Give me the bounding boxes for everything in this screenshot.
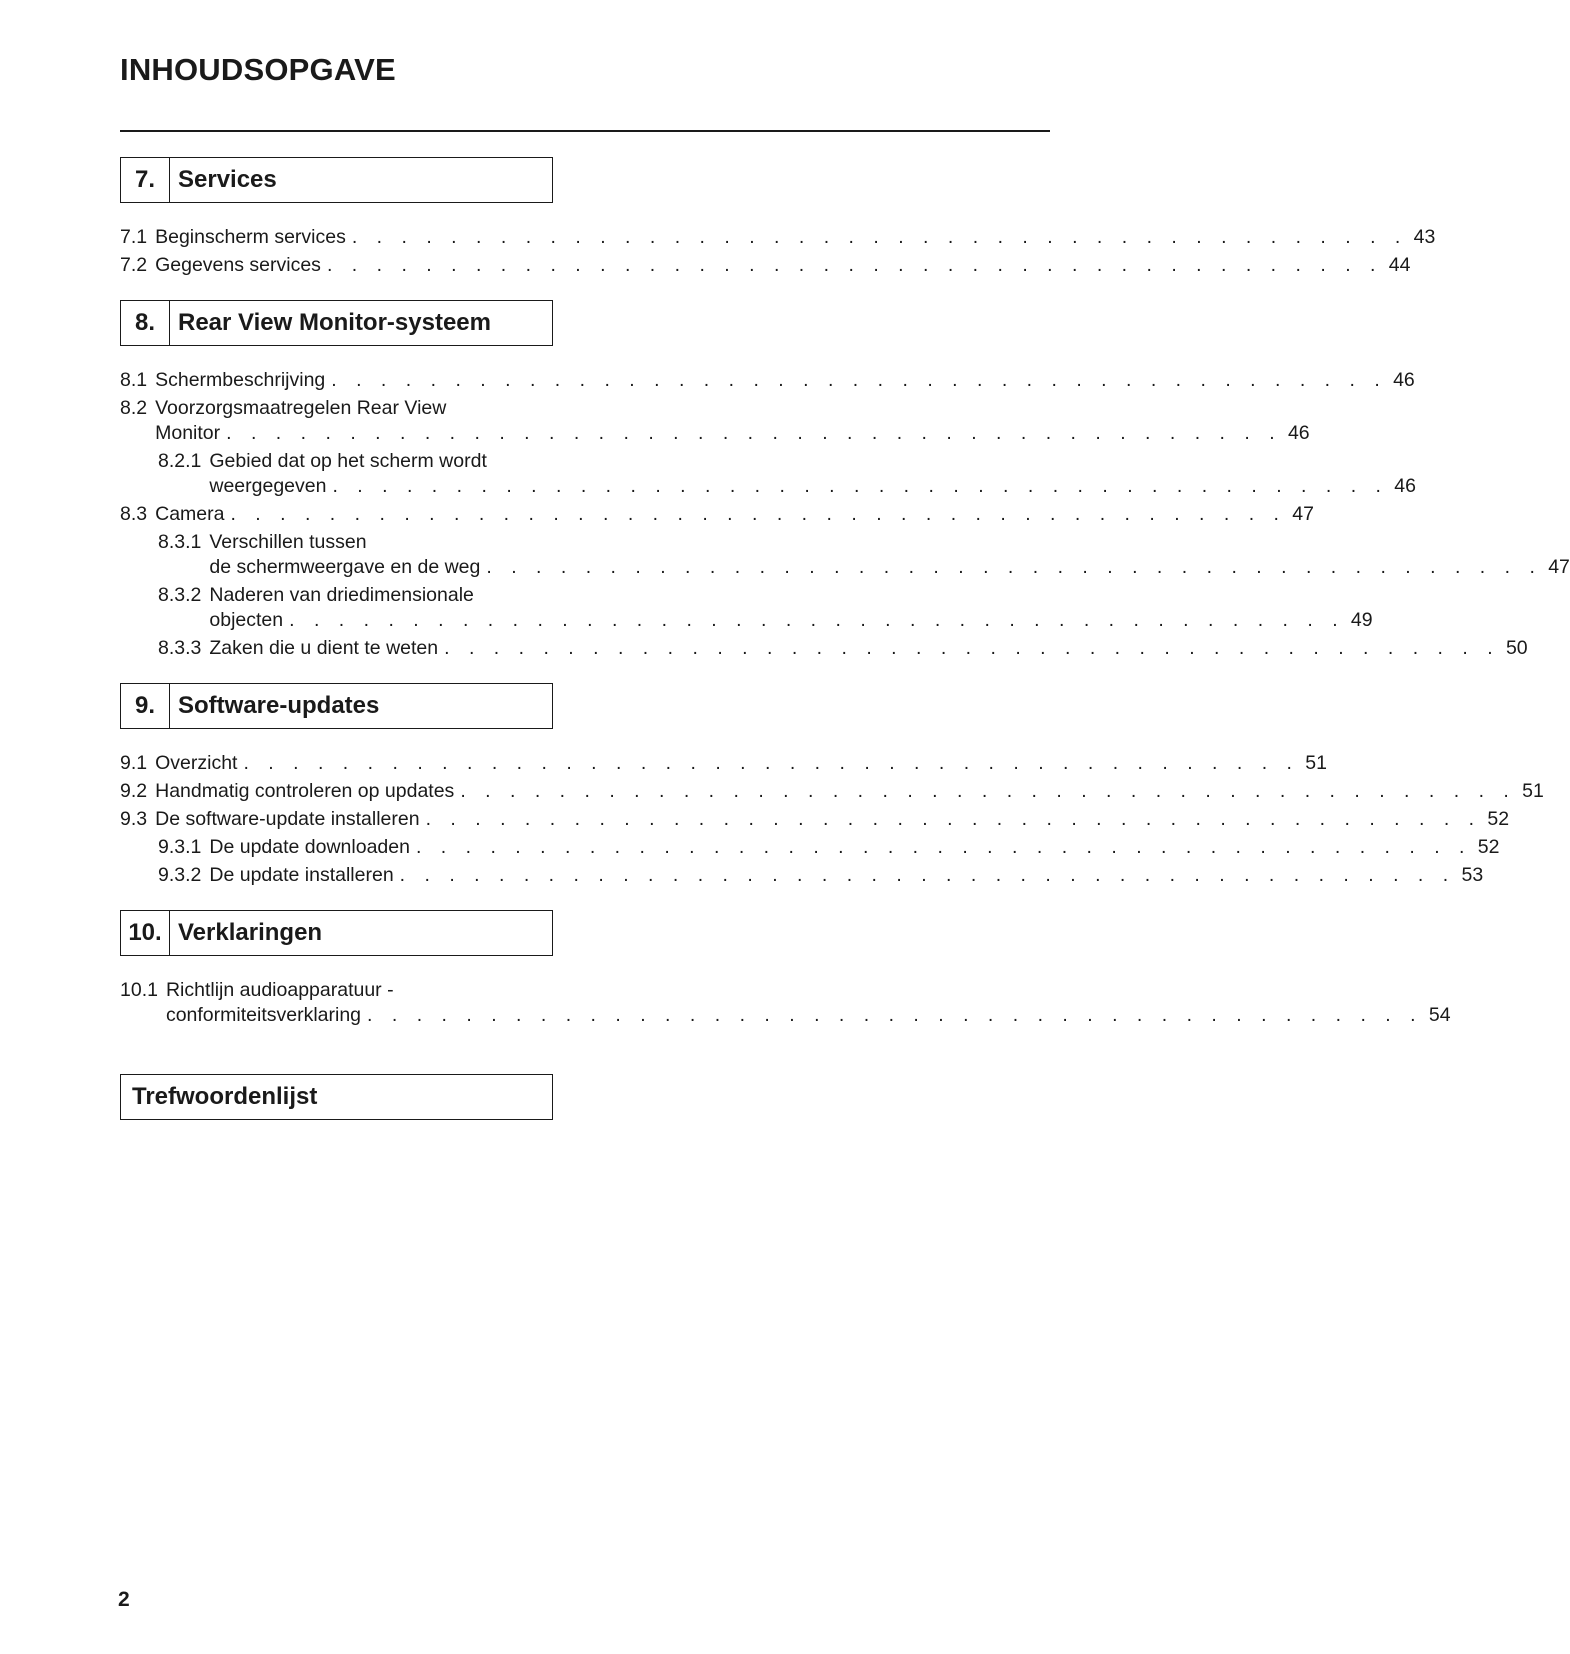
entry-page: 46 bbox=[1287, 422, 1310, 444]
leader-dots bbox=[326, 474, 1394, 499]
entry-title-line: Gebied dat op het scherm wordt bbox=[209, 450, 487, 472]
chapter-title: Verklaringen bbox=[178, 919, 323, 946]
leader-dots bbox=[346, 225, 1414, 250]
toc-entry-9-2[interactable] bbox=[120, 779, 1544, 804]
leader-dots bbox=[420, 807, 1488, 832]
chapter-title: Rear View Monitor-systeem bbox=[178, 309, 491, 336]
entry-title: De software-update installeren bbox=[155, 808, 420, 830]
leader-dots bbox=[220, 421, 1288, 446]
toc-entry-9-1[interactable] bbox=[120, 751, 1327, 776]
leader-dots bbox=[283, 608, 1351, 633]
entry-title: Overzicht bbox=[155, 752, 238, 774]
entry-number: 9.3.2 bbox=[158, 864, 202, 886]
toc-entry-9-3-1[interactable] bbox=[120, 835, 1500, 860]
chapter-entries bbox=[120, 978, 1451, 1028]
entry-title: de schermweergave en de weg bbox=[209, 556, 481, 578]
entry-page: 47 bbox=[1292, 503, 1314, 525]
entry-page: 46 bbox=[1393, 369, 1415, 391]
entry-number: 8.3 bbox=[120, 503, 148, 525]
entry-number: 9.1 bbox=[120, 752, 148, 774]
chapter-entries bbox=[120, 225, 1436, 278]
entry-number: 8.3.3 bbox=[158, 637, 202, 659]
entry-number: 7.1 bbox=[120, 226, 148, 248]
entry-title: Monitor bbox=[155, 422, 221, 444]
entry-page: 54 bbox=[1428, 1004, 1451, 1026]
entry-number: 8.2.1 bbox=[158, 450, 202, 472]
chapter-number: 10. bbox=[121, 911, 170, 955]
entry-title-line: Naderen van driedimensionale bbox=[209, 584, 474, 606]
page-number: 2 bbox=[118, 1588, 130, 1611]
toc-entry-7-2[interactable] bbox=[120, 253, 1411, 278]
entry-title-line: Richtlijn audioapparatuur - bbox=[165, 979, 394, 1001]
index-heading[interactable] bbox=[120, 1074, 553, 1120]
entry-page: 46 bbox=[1394, 475, 1416, 497]
index-title: Trefwoordenlijst bbox=[132, 1083, 318, 1110]
entry-number: 9.3.1 bbox=[158, 836, 202, 858]
chapter-title: Services bbox=[178, 166, 277, 193]
entry-title: Schermbeschrijving bbox=[155, 369, 326, 391]
entry-title: conformiteitsverklaring bbox=[165, 1004, 362, 1026]
entry-title: Camera bbox=[155, 503, 225, 525]
toc-entry-8-2[interactable] bbox=[120, 396, 1310, 446]
leader-dots bbox=[224, 502, 1292, 527]
entry-page: 50 bbox=[1505, 637, 1528, 659]
leader-dots bbox=[394, 863, 1462, 888]
entry-page: 51 bbox=[1522, 780, 1544, 802]
toc-entry-8-1[interactable] bbox=[120, 368, 1415, 393]
chapter-number: 8. bbox=[121, 301, 170, 345]
entry-number: 10.1 bbox=[120, 979, 158, 1001]
entry-title: De update installeren bbox=[209, 864, 394, 886]
entry-page: 44 bbox=[1388, 254, 1411, 276]
toc-entry-10-1[interactable] bbox=[120, 978, 1451, 1028]
entry-page: 52 bbox=[1487, 808, 1510, 830]
leader-dots bbox=[321, 253, 1389, 278]
chapter-entries bbox=[120, 751, 1544, 888]
chapter-heading-9[interactable] bbox=[120, 683, 553, 729]
entry-page: 43 bbox=[1413, 226, 1436, 248]
toc-entry-8-3-3[interactable] bbox=[120, 636, 1528, 661]
table-of-contents bbox=[120, 157, 1570, 1120]
entry-title: Gegevens services bbox=[155, 254, 321, 276]
entry-title: Handmatig controleren op updates bbox=[155, 780, 455, 802]
toc-entry-9-3[interactable] bbox=[120, 807, 1510, 832]
entry-number: 8.3.1 bbox=[158, 531, 202, 553]
page-title: INHOUDSOPGAVE bbox=[120, 52, 396, 87]
entry-page: 52 bbox=[1477, 836, 1500, 858]
entry-title: weergegeven bbox=[209, 475, 327, 497]
header-divider bbox=[120, 130, 1050, 132]
entry-number: 9.2 bbox=[120, 780, 148, 802]
entry-page: 51 bbox=[1305, 752, 1327, 774]
entry-title-line: Voorzorgsmaatregelen Rear View bbox=[155, 397, 447, 419]
leader-dots bbox=[438, 636, 1506, 661]
toc-entry-8-3-1[interactable] bbox=[120, 530, 1570, 580]
leader-dots bbox=[361, 1003, 1429, 1028]
toc-entry-8-3-2[interactable] bbox=[120, 583, 1373, 633]
leader-dots bbox=[410, 835, 1478, 860]
chapter-heading-10[interactable] bbox=[120, 910, 553, 956]
toc-entry-9-3-2[interactable] bbox=[120, 863, 1484, 888]
entry-number: 7.2 bbox=[120, 254, 148, 276]
leader-dots bbox=[480, 555, 1548, 580]
leader-dots bbox=[454, 779, 1522, 804]
toc-entry-7-1[interactable] bbox=[120, 225, 1436, 250]
toc-entry-8-2-1[interactable] bbox=[120, 449, 1416, 499]
entry-title: Zaken die u dient te weten bbox=[209, 637, 439, 659]
entry-title-line: Verschillen tussen bbox=[209, 531, 367, 553]
chapter-heading-7[interactable] bbox=[120, 157, 553, 203]
chapter-title: Software-updates bbox=[178, 692, 380, 719]
leader-dots bbox=[237, 751, 1305, 776]
chapter-entries bbox=[120, 368, 1570, 661]
leader-dots bbox=[325, 368, 1393, 393]
entry-number: 8.3.2 bbox=[158, 584, 202, 606]
chapter-number: 9. bbox=[121, 684, 170, 728]
entry-title: De update downloaden bbox=[209, 836, 410, 858]
entry-title: Beginscherm services bbox=[155, 226, 346, 248]
toc-entry-8-3[interactable] bbox=[120, 502, 1314, 527]
entry-page: 53 bbox=[1461, 864, 1484, 886]
chapter-number: 7. bbox=[121, 158, 170, 202]
entry-number: 9.3 bbox=[120, 808, 148, 830]
entry-page: 47 bbox=[1548, 556, 1570, 578]
entry-title: objecten bbox=[209, 609, 284, 631]
entry-number: 8.2 bbox=[120, 397, 148, 419]
chapter-heading-8[interactable] bbox=[120, 300, 553, 346]
entry-number: 8.1 bbox=[120, 369, 148, 391]
entry-page: 49 bbox=[1350, 609, 1373, 631]
